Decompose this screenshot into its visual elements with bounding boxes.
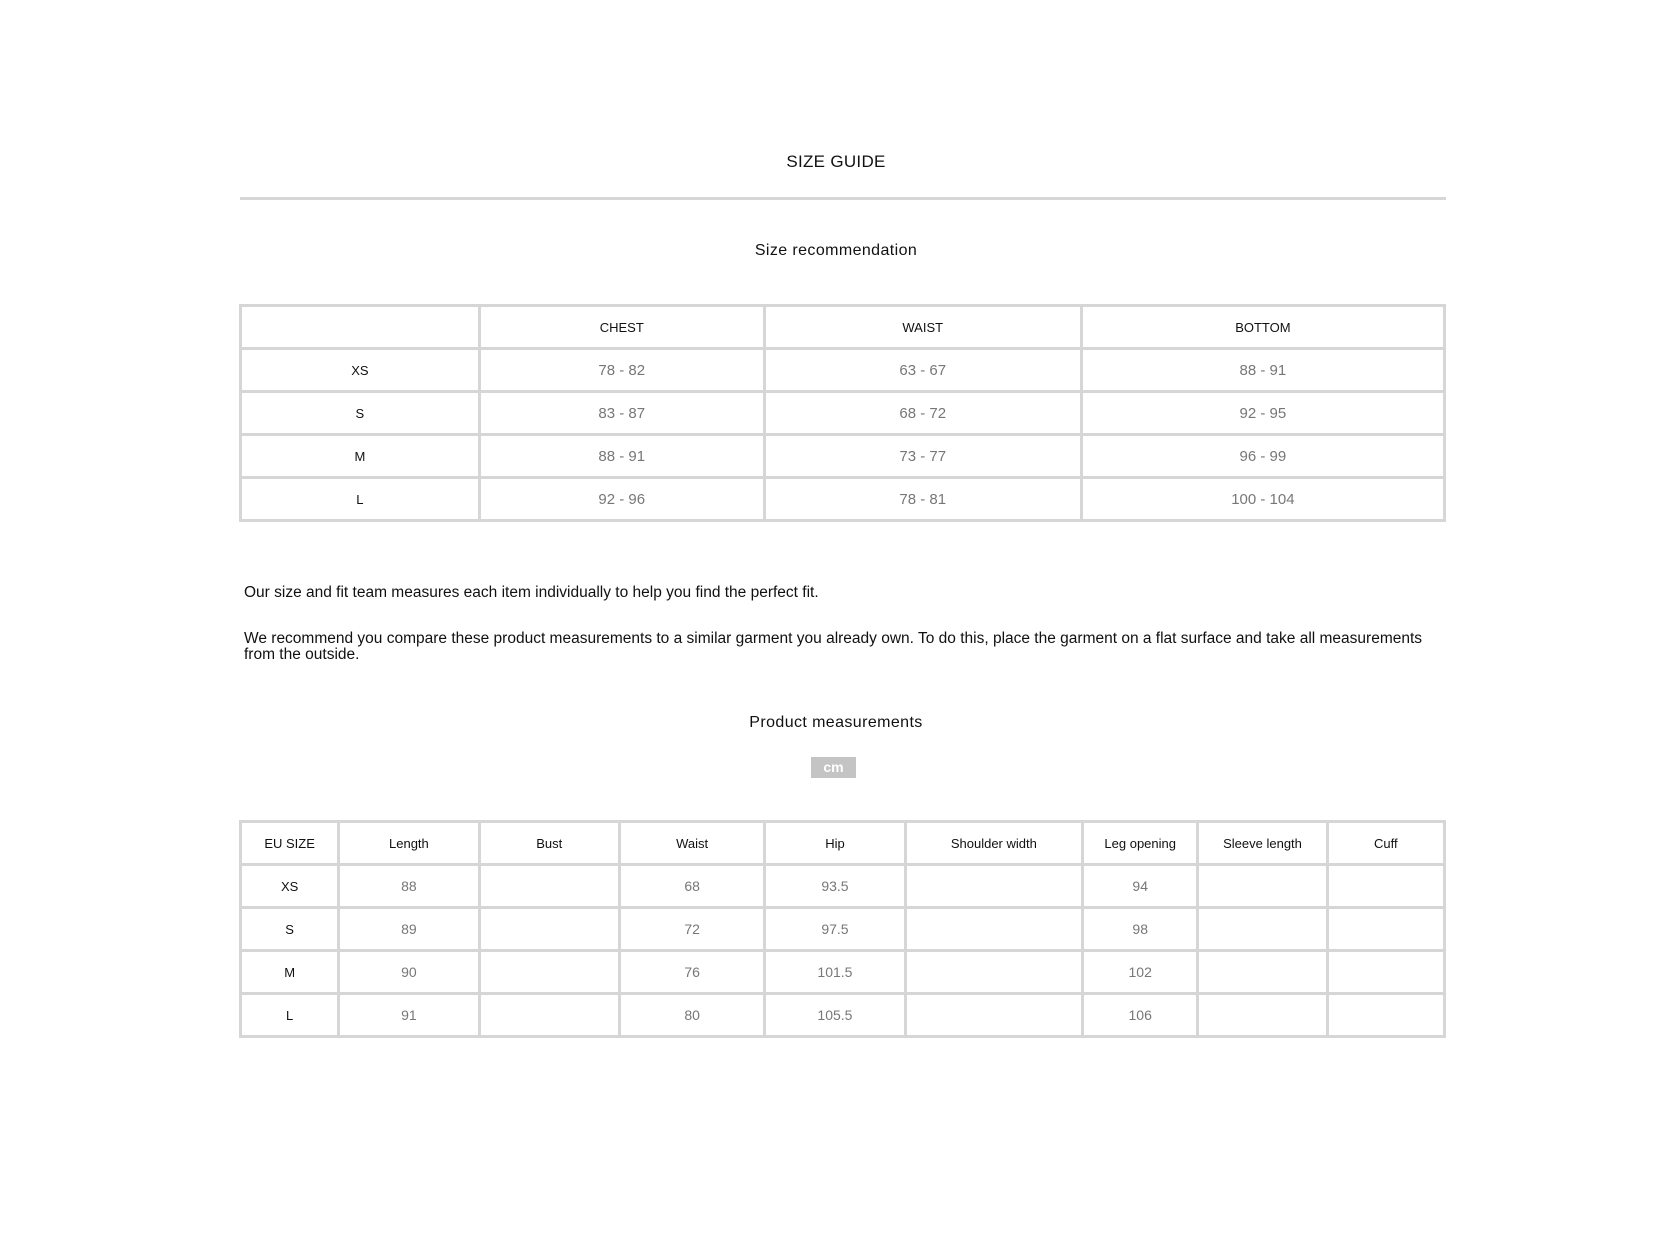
size-recommendation-title: Size recommendation (754, 242, 918, 259)
header-leg-opening: Leg opening (1083, 822, 1198, 865)
table-row (241, 349, 1445, 392)
shoulder-cell (905, 994, 1082, 1037)
header-waist: WAIST (764, 306, 1081, 349)
size-cell: M (241, 435, 480, 478)
table-row (241, 908, 1445, 951)
table-row (241, 951, 1445, 994)
shoulder-cell (905, 865, 1082, 908)
sleeve-cell (1198, 994, 1327, 1037)
table-row (241, 478, 1445, 521)
size-cell: L (241, 994, 339, 1037)
header-sleeve-length: Sleeve length (1198, 822, 1327, 865)
table-row (241, 994, 1445, 1037)
chest-cell: 78 - 82 (479, 349, 764, 392)
waist-cell: 76 (619, 951, 764, 994)
bust-cell (479, 951, 619, 994)
hip-cell: 101.5 (765, 951, 905, 994)
sleeve-cell (1198, 865, 1327, 908)
size-cell: XS (241, 349, 480, 392)
header-length: Length (339, 822, 479, 865)
table-row (241, 865, 1445, 908)
table-header-row (241, 306, 1445, 349)
hip-cell: 105.5 (765, 994, 905, 1037)
header-eu-size: EU SIZE (241, 822, 339, 865)
chest-cell: 83 - 87 (479, 392, 764, 435)
waist-cell: 73 - 77 (764, 435, 1081, 478)
size-cell: S (241, 392, 480, 435)
header-shoulder-width: Shoulder width (905, 822, 1082, 865)
header-chest: CHEST (479, 306, 764, 349)
waist-cell: 68 - 72 (764, 392, 1081, 435)
header-bottom: BOTTOM (1081, 306, 1444, 349)
bottom-cell: 96 - 99 (1081, 435, 1444, 478)
hip-cell: 93.5 (765, 865, 905, 908)
leg-opening-cell: 102 (1083, 951, 1198, 994)
hip-cell: 97.5 (765, 908, 905, 951)
table-header-row (241, 822, 1445, 865)
product-measurements-title: Product measurements (749, 714, 923, 731)
chest-cell: 92 - 96 (479, 478, 764, 521)
shoulder-cell (905, 908, 1082, 951)
leg-opening-cell: 98 (1083, 908, 1198, 951)
sleeve-cell (1198, 908, 1327, 951)
length-cell: 90 (339, 951, 479, 994)
waist-cell: 78 - 81 (764, 478, 1081, 521)
table-row (241, 392, 1445, 435)
waist-cell: 63 - 67 (764, 349, 1081, 392)
sleeve-cell (1198, 951, 1327, 994)
unit-toggle-cm[interactable]: cm (811, 757, 856, 778)
bottom-cell: 92 - 95 (1081, 392, 1444, 435)
bust-cell (479, 865, 619, 908)
header-cuff: Cuff (1327, 822, 1444, 865)
header-hip: Hip (765, 822, 905, 865)
shoulder-cell (905, 951, 1082, 994)
header-waist: Waist (619, 822, 764, 865)
size-cell: L (241, 478, 480, 521)
length-cell: 91 (339, 994, 479, 1037)
size-cell: XS (241, 865, 339, 908)
leg-opening-cell: 94 (1083, 865, 1198, 908)
chest-cell: 88 - 91 (479, 435, 764, 478)
bust-cell (479, 908, 619, 951)
bottom-cell: 88 - 91 (1081, 349, 1444, 392)
header-cell (241, 306, 480, 349)
size-recommendation-table (239, 304, 1446, 522)
bust-cell (479, 994, 619, 1037)
intro-paragraph-1: Our size and fit team measures each item individually to help you find the perfect fit. (244, 584, 819, 601)
title-divider (240, 197, 1446, 200)
cuff-cell (1327, 951, 1444, 994)
header-bust: Bust (479, 822, 619, 865)
length-cell: 89 (339, 908, 479, 951)
product-measurements-table (239, 820, 1446, 1038)
length-cell: 88 (339, 865, 479, 908)
cuff-cell (1327, 908, 1444, 951)
page-title: SIZE GUIDE (786, 152, 886, 171)
waist-cell: 68 (619, 865, 764, 908)
waist-cell: 80 (619, 994, 764, 1037)
table-row (241, 435, 1445, 478)
size-cell: M (241, 951, 339, 994)
intro-paragraph-2: We recommend you compare these product measurements to a similar garment you already own. To do this, place the garment on a flat surface and take all measurements from the outside. (244, 630, 1423, 663)
size-cell: S (241, 908, 339, 951)
cuff-cell (1327, 865, 1444, 908)
leg-opening-cell: 106 (1083, 994, 1198, 1037)
cuff-cell (1327, 994, 1444, 1037)
bottom-cell: 100 - 104 (1081, 478, 1444, 521)
waist-cell: 72 (619, 908, 764, 951)
